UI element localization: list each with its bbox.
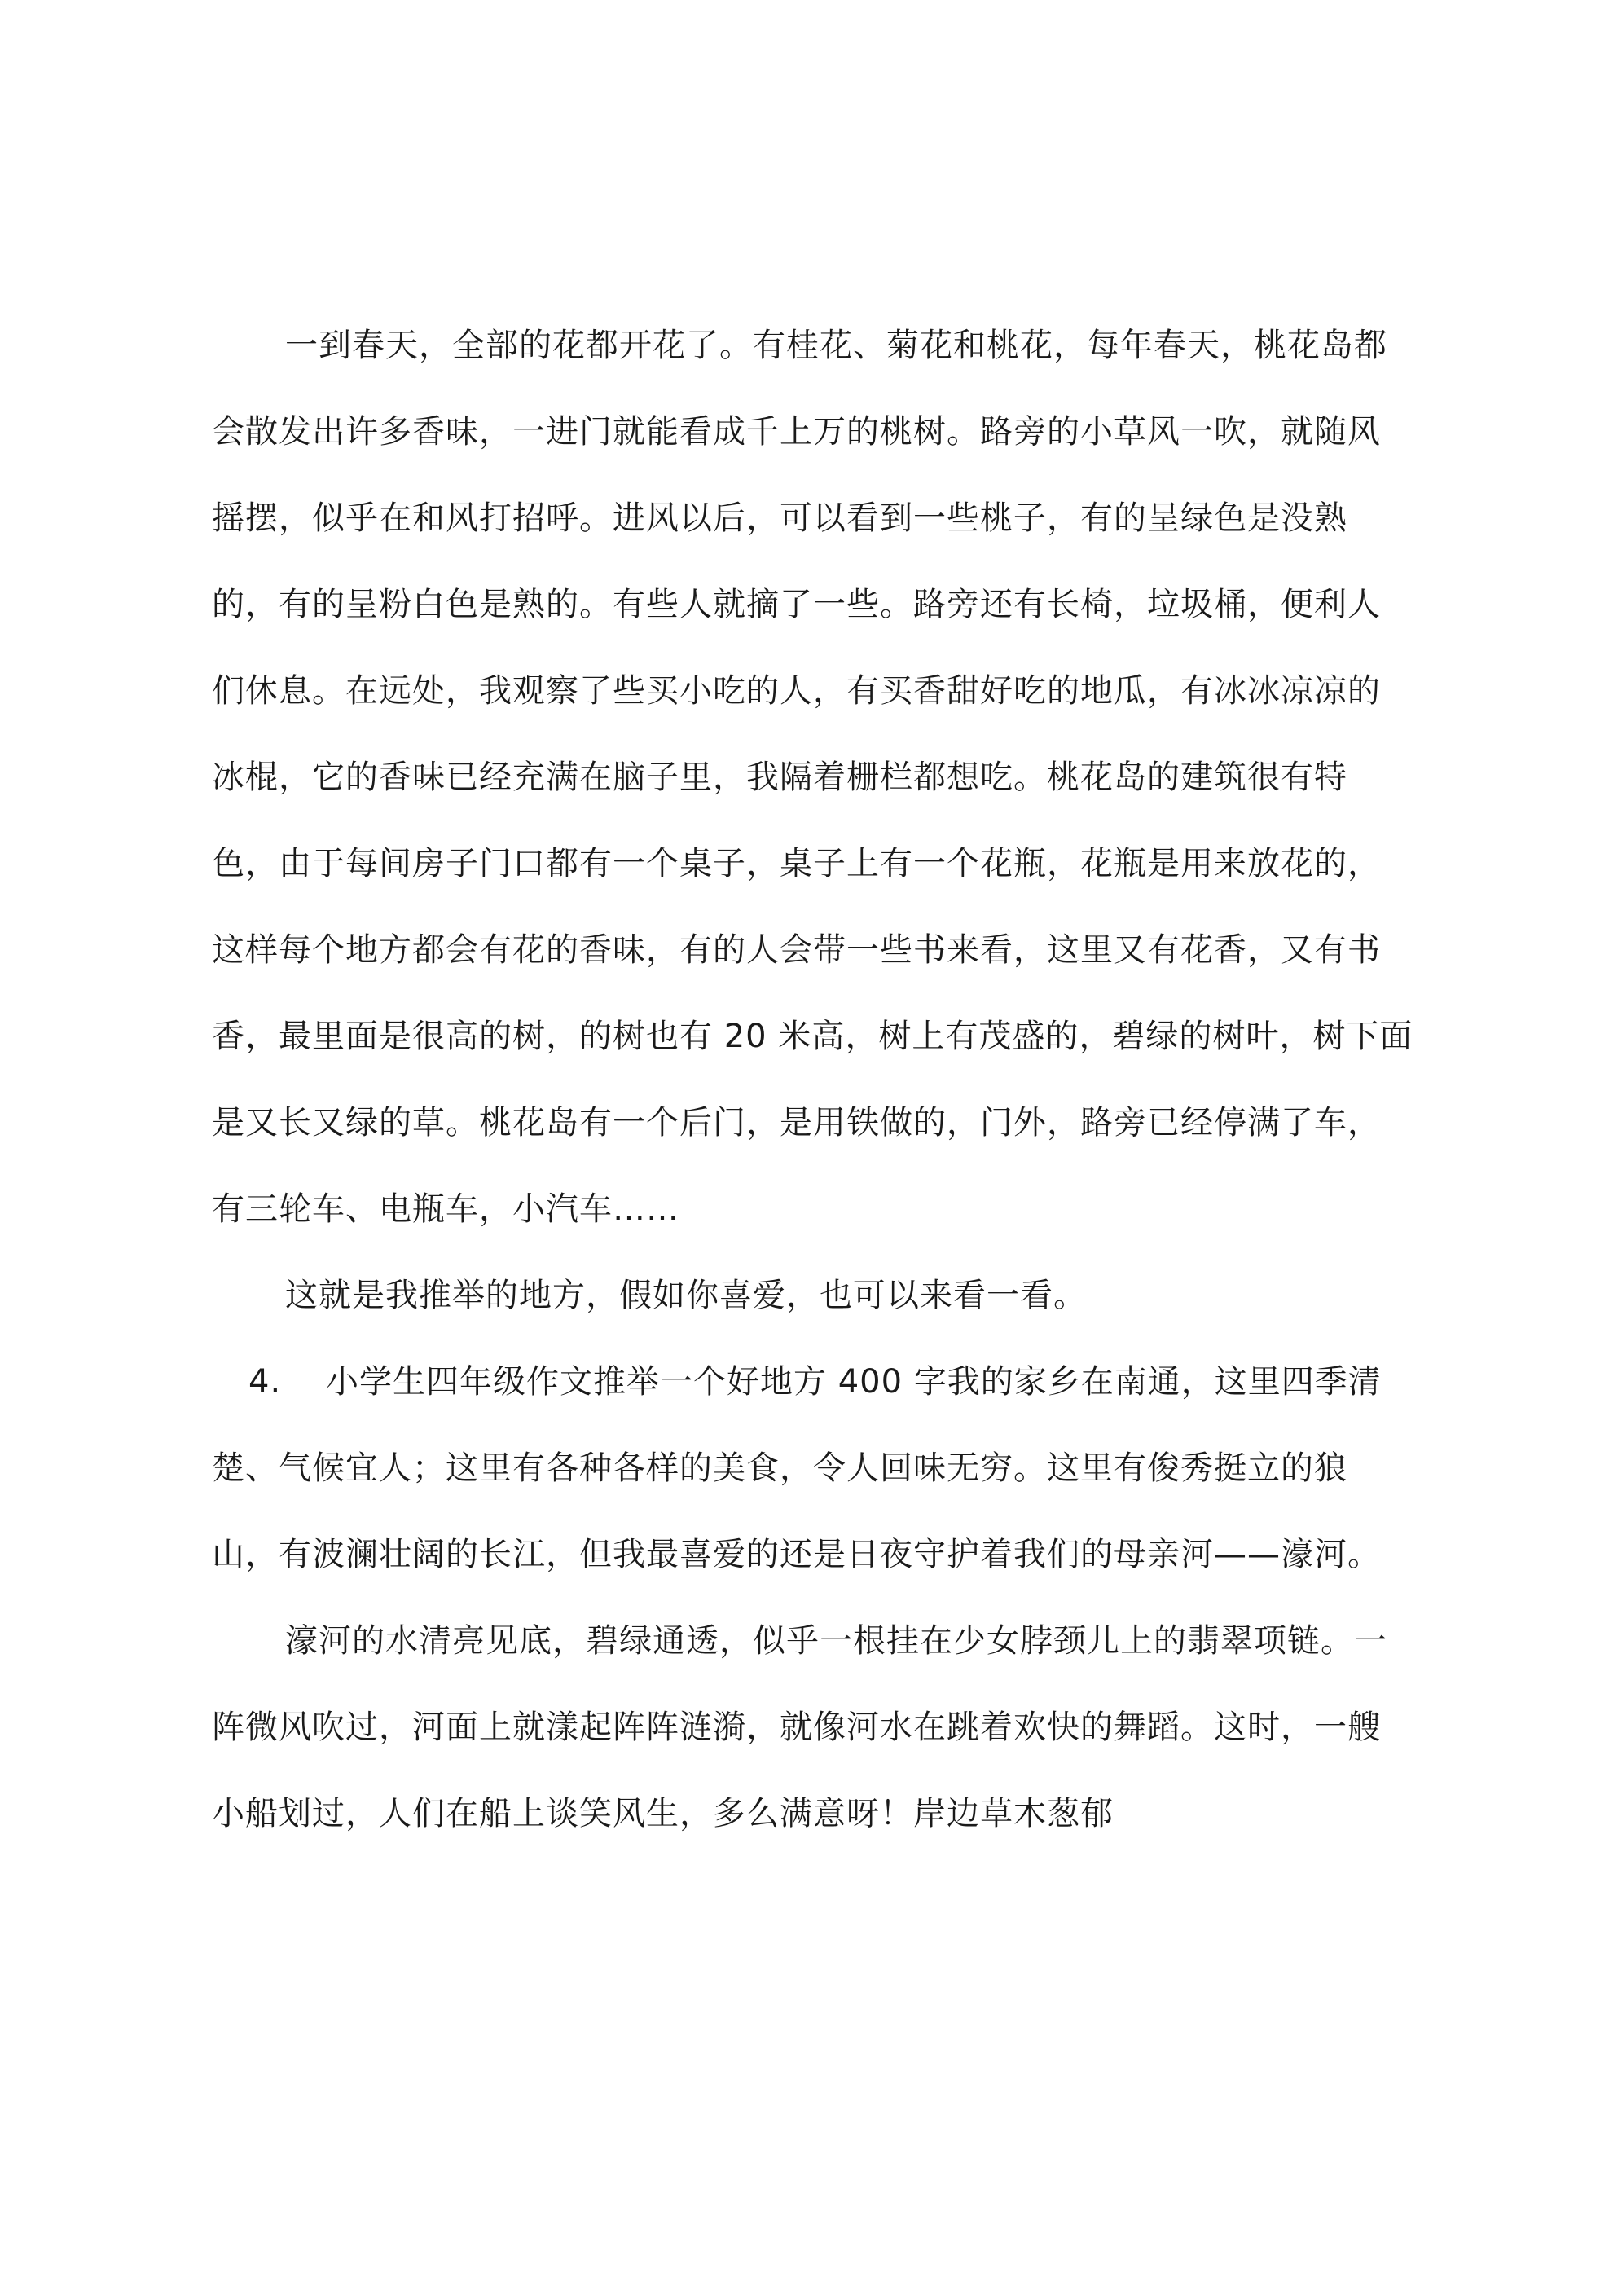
paragraph-line: 们休息。在远处，我观察了些买小吃的人，有买香甜好吃的地瓜，有冰冰凉凉的: [212, 672, 1381, 710]
paragraph-line: 摇摆，似乎在和风打招呼。进风以后，可以看到一些桃子，有的呈绿色是没熟: [212, 499, 1347, 537]
paragraph-line: 会散发出许多香味，一进门就能看成千上万的桃树。路旁的小草风一吹，就随风: [212, 413, 1381, 451]
paragraph-line: 濠河的水清亮见底，碧绿通透，似乎一根挂在少女脖颈儿上的翡翠项链。一: [285, 1622, 1387, 1660]
paragraph-line: 楚、气候宜人；这里有各种各样的美食，令人回味无穷。这里有俊秀挺立的狼: [212, 1449, 1347, 1487]
paragraph-line: 是又长又绿的草。桃花岛有一个后门，是用铁做的，门外，路旁已经停满了车，: [212, 1104, 1381, 1141]
paragraph-line: 有三轮车、电瓶车，小汽车……: [212, 1190, 679, 1228]
paragraph-line: 一到春天，全部的花都开花了。有桂花、菊花和桃花，每年春天，桃花岛都: [285, 327, 1387, 364]
paragraph-line: 这样每个地方都会有花的香味，有的人会带一些书来看，这里又有花香，又有书: [212, 931, 1381, 969]
paragraph-line: 这就是我推举的地方，假如你喜爱，也可以来看一看。: [285, 1277, 1087, 1314]
paragraph-line: 香，最里面是很高的树，的树也有 20 米高，树上有茂盛的，碧绿的树叶，树下面: [212, 1018, 1413, 1055]
paragraph-line: 阵微风吹过，河面上就漾起阵阵涟漪，就像河水在跳着欢快的舞蹈。这时，一艘: [212, 1709, 1381, 1746]
paragraph-line: 小船划过，人们在船上谈笑风生，多么满意呀！岸边草木葱郁: [212, 1795, 1114, 1832]
numbered-item-line: [248, 1357, 1382, 1406]
paragraph-line: 山，有波澜壮阔的长江，但我最喜爱的还是日夜守护着我们的母亲河——濠河。: [212, 1536, 1381, 1573]
paragraph-line: 冰棍，它的香味已经充满在脑子里，我隔着栅栏都想吃。桃花岛的建筑很有特: [212, 759, 1347, 796]
item-text: 小学生四年级作文推举一个好地方 400 字我的家乡在南通，这里四季清: [326, 1363, 1382, 1401]
paragraph-line: 的，有的呈粉白色是熟的。有些人就摘了一些。路旁还有长椅，垃圾桶，便利人: [212, 586, 1381, 623]
paragraph-line: 色，由于每间房子门口都有一个桌子，桌子上有一个花瓶，花瓶是用来放花的，: [212, 845, 1381, 882]
item-number: 4.: [248, 1363, 282, 1401]
